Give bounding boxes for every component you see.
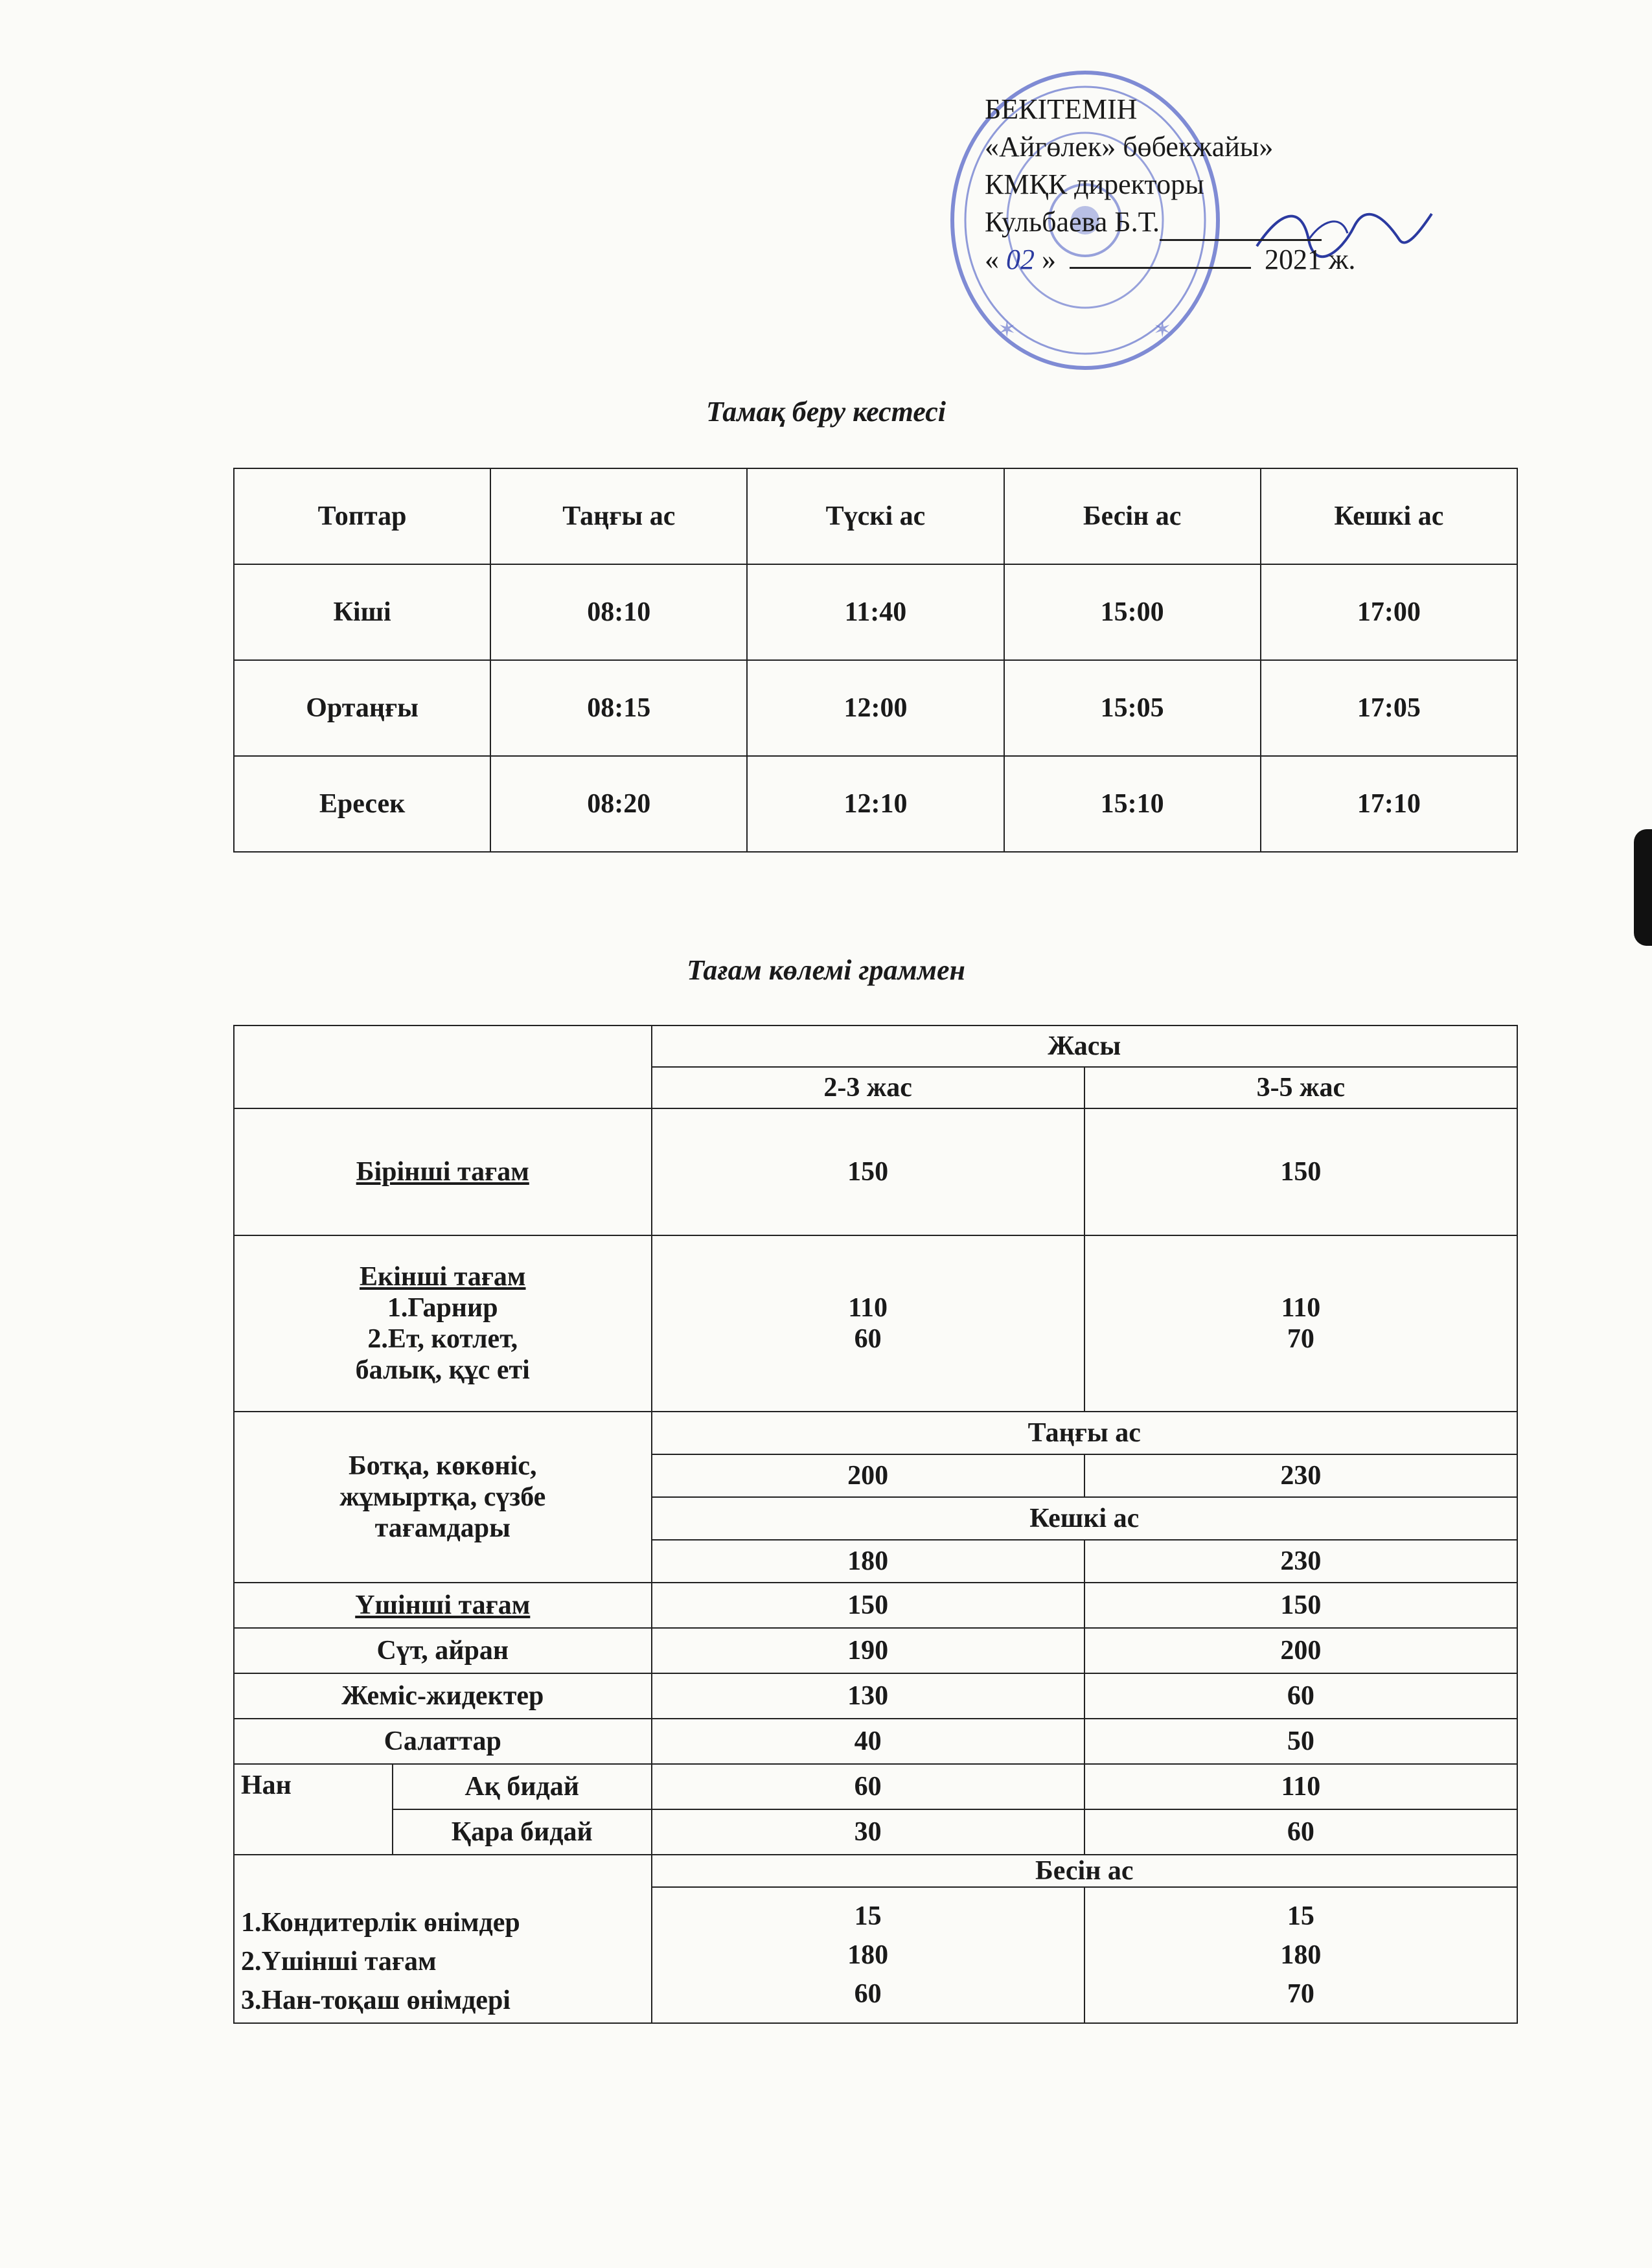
time-cell: 08:10 xyxy=(490,564,747,660)
date-month-line xyxy=(1070,267,1251,269)
table-row xyxy=(234,1809,1517,1855)
value-line: 180 xyxy=(1280,1940,1322,1970)
table-row xyxy=(234,756,1517,852)
value-cell: 40 xyxy=(652,1719,1084,1764)
table-row xyxy=(234,1108,1517,1235)
value-cell: 230 xyxy=(1084,1454,1517,1497)
portion-size-table xyxy=(233,1025,1518,2024)
value-cell: 150 xyxy=(652,1583,1084,1628)
milk-label: Сүт, айран xyxy=(234,1628,652,1673)
table-row xyxy=(234,1583,1517,1628)
meal-schedule-table xyxy=(233,468,1518,853)
value-cell: 60 xyxy=(652,1764,1084,1809)
value-cell: 200 xyxy=(652,1454,1084,1497)
scan-edge-mark xyxy=(1634,829,1652,946)
value-cell: 150 xyxy=(652,1108,1084,1235)
time-cell: 08:20 xyxy=(490,756,747,852)
porridge-label: жұмыртқа, сүзбе xyxy=(339,1482,546,1512)
table-header-row xyxy=(234,468,1517,564)
meal-subheader: Таңғы ас xyxy=(652,1412,1517,1454)
second-course-label: Екінші тағам xyxy=(359,1262,526,1292)
value-cell: 150 xyxy=(1084,1108,1517,1235)
porridge-label: тағамдары xyxy=(374,1513,511,1543)
approval-heading: БЕКІТЕМІН xyxy=(985,93,1138,125)
portions-title: Тағам көлемі граммен xyxy=(687,954,965,986)
value-line: 110 xyxy=(848,1293,888,1323)
snack-item: 1.Кондитерлік өнімдер xyxy=(241,1908,520,1938)
value-line: 110 xyxy=(1281,1293,1321,1323)
date-day: 02 xyxy=(1006,244,1035,275)
table-row xyxy=(234,1025,1517,1067)
value-cell: 180 xyxy=(652,1540,1084,1583)
third-course-label: Үшінші тағам xyxy=(234,1583,652,1628)
value-line: 15 xyxy=(1287,1901,1314,1931)
table-row xyxy=(234,1719,1517,1764)
svg-text:✶: ✶ xyxy=(998,318,1016,342)
time-cell: 15:00 xyxy=(1004,564,1261,660)
snack-item: 2.Үшінші тағам xyxy=(241,1947,437,1976)
value-line: 180 xyxy=(847,1940,889,1970)
snack-items-cell xyxy=(234,1855,652,2023)
time-cell: 11:40 xyxy=(747,564,1004,660)
header-cell: Бесін ас xyxy=(1004,468,1261,564)
table-row xyxy=(234,1673,1517,1719)
group-cell: Ортаңғы xyxy=(234,660,490,756)
header-cell: Таңғы ас xyxy=(490,468,747,564)
value-cell xyxy=(652,1887,1084,2023)
age-group-cell: 3-5 жас xyxy=(1084,1067,1517,1108)
group-cell: Ересек xyxy=(234,756,490,852)
value-line: 70 xyxy=(1287,1324,1314,1354)
porridge-label: Ботқа, көкөніс, xyxy=(349,1451,537,1481)
meal-subheader: Бесін ас xyxy=(652,1855,1517,1887)
schedule-title: Тамақ беру кестесі xyxy=(706,396,946,428)
value-cell: 50 xyxy=(1084,1719,1517,1764)
salads-label: Салаттар xyxy=(234,1719,652,1764)
table-row xyxy=(234,1855,1517,1887)
bread-label: Нан xyxy=(234,1764,393,1855)
meal-subheader: Кешкі ас xyxy=(652,1497,1517,1540)
second-course-item: 2.Ет, котлет, xyxy=(367,1324,518,1354)
table-row xyxy=(234,564,1517,660)
value-line: 15 xyxy=(854,1901,882,1931)
date-close-quote: » xyxy=(1042,244,1056,275)
date-open-quote: « xyxy=(985,244,999,275)
time-cell: 17:05 xyxy=(1261,660,1517,756)
header-cell: Кешкі ас xyxy=(1261,468,1517,564)
table-row xyxy=(234,1628,1517,1673)
table-row xyxy=(234,1235,1517,1412)
director-name: Кульбаева Б.Т. xyxy=(985,206,1160,238)
fruits-label: Жеміс-жидектер xyxy=(234,1673,652,1719)
time-cell: 12:10 xyxy=(747,756,1004,852)
blank-cell xyxy=(234,1025,652,1108)
svg-text:✶: ✶ xyxy=(1153,318,1172,342)
header-cell: Топтар xyxy=(234,468,490,564)
value-cell xyxy=(652,1235,1084,1412)
age-group-cell: 2-3 жас xyxy=(652,1067,1084,1108)
table-row xyxy=(234,1412,1517,1454)
header-cell: Түскі ас xyxy=(747,468,1004,564)
time-cell: 15:05 xyxy=(1004,660,1261,756)
time-cell: 17:00 xyxy=(1261,564,1517,660)
value-cell xyxy=(1084,1235,1517,1412)
second-course-item: 1.Гарнир xyxy=(387,1293,498,1323)
value-cell: 130 xyxy=(652,1673,1084,1719)
second-course-item: балық, құс еті xyxy=(355,1355,530,1385)
value-cell xyxy=(1084,1887,1517,2023)
value-cell: 110 xyxy=(1084,1764,1517,1809)
value-cell: 200 xyxy=(1084,1628,1517,1673)
age-header: Жасы xyxy=(652,1025,1517,1067)
value-line: 60 xyxy=(854,1979,882,2009)
time-cell: 12:00 xyxy=(747,660,1004,756)
porridge-label-cell xyxy=(234,1412,652,1583)
wheat-label: Ақ бидай xyxy=(393,1764,652,1809)
value-cell: 150 xyxy=(1084,1583,1517,1628)
table-row xyxy=(234,660,1517,756)
approval-org-line2: КМҚК директоры xyxy=(985,168,1204,200)
group-cell: Кіші xyxy=(234,564,490,660)
snack-item: 3.Нан-тоқаш өнімдері xyxy=(241,1986,511,2015)
approval-org-line1: «Айгөлек» бөбекжайы» xyxy=(985,131,1274,163)
time-cell: 17:10 xyxy=(1261,756,1517,852)
value-cell: 30 xyxy=(652,1809,1084,1855)
first-course-label: Бірінші тағам xyxy=(234,1108,652,1235)
value-cell: 60 xyxy=(1084,1809,1517,1855)
approval-block xyxy=(985,91,1438,279)
table-row xyxy=(234,1764,1517,1809)
value-cell: 60 xyxy=(1084,1673,1517,1719)
time-cell: 08:15 xyxy=(490,660,747,756)
value-cell: 190 xyxy=(652,1628,1084,1673)
time-cell: 15:10 xyxy=(1004,756,1261,852)
rye-label: Қара бидай xyxy=(393,1809,652,1855)
second-course-cell xyxy=(234,1235,652,1412)
value-line: 70 xyxy=(1287,1979,1314,2009)
date-year: 2021 ж. xyxy=(1265,244,1356,275)
value-cell: 230 xyxy=(1084,1540,1517,1583)
value-line: 60 xyxy=(854,1324,882,1354)
